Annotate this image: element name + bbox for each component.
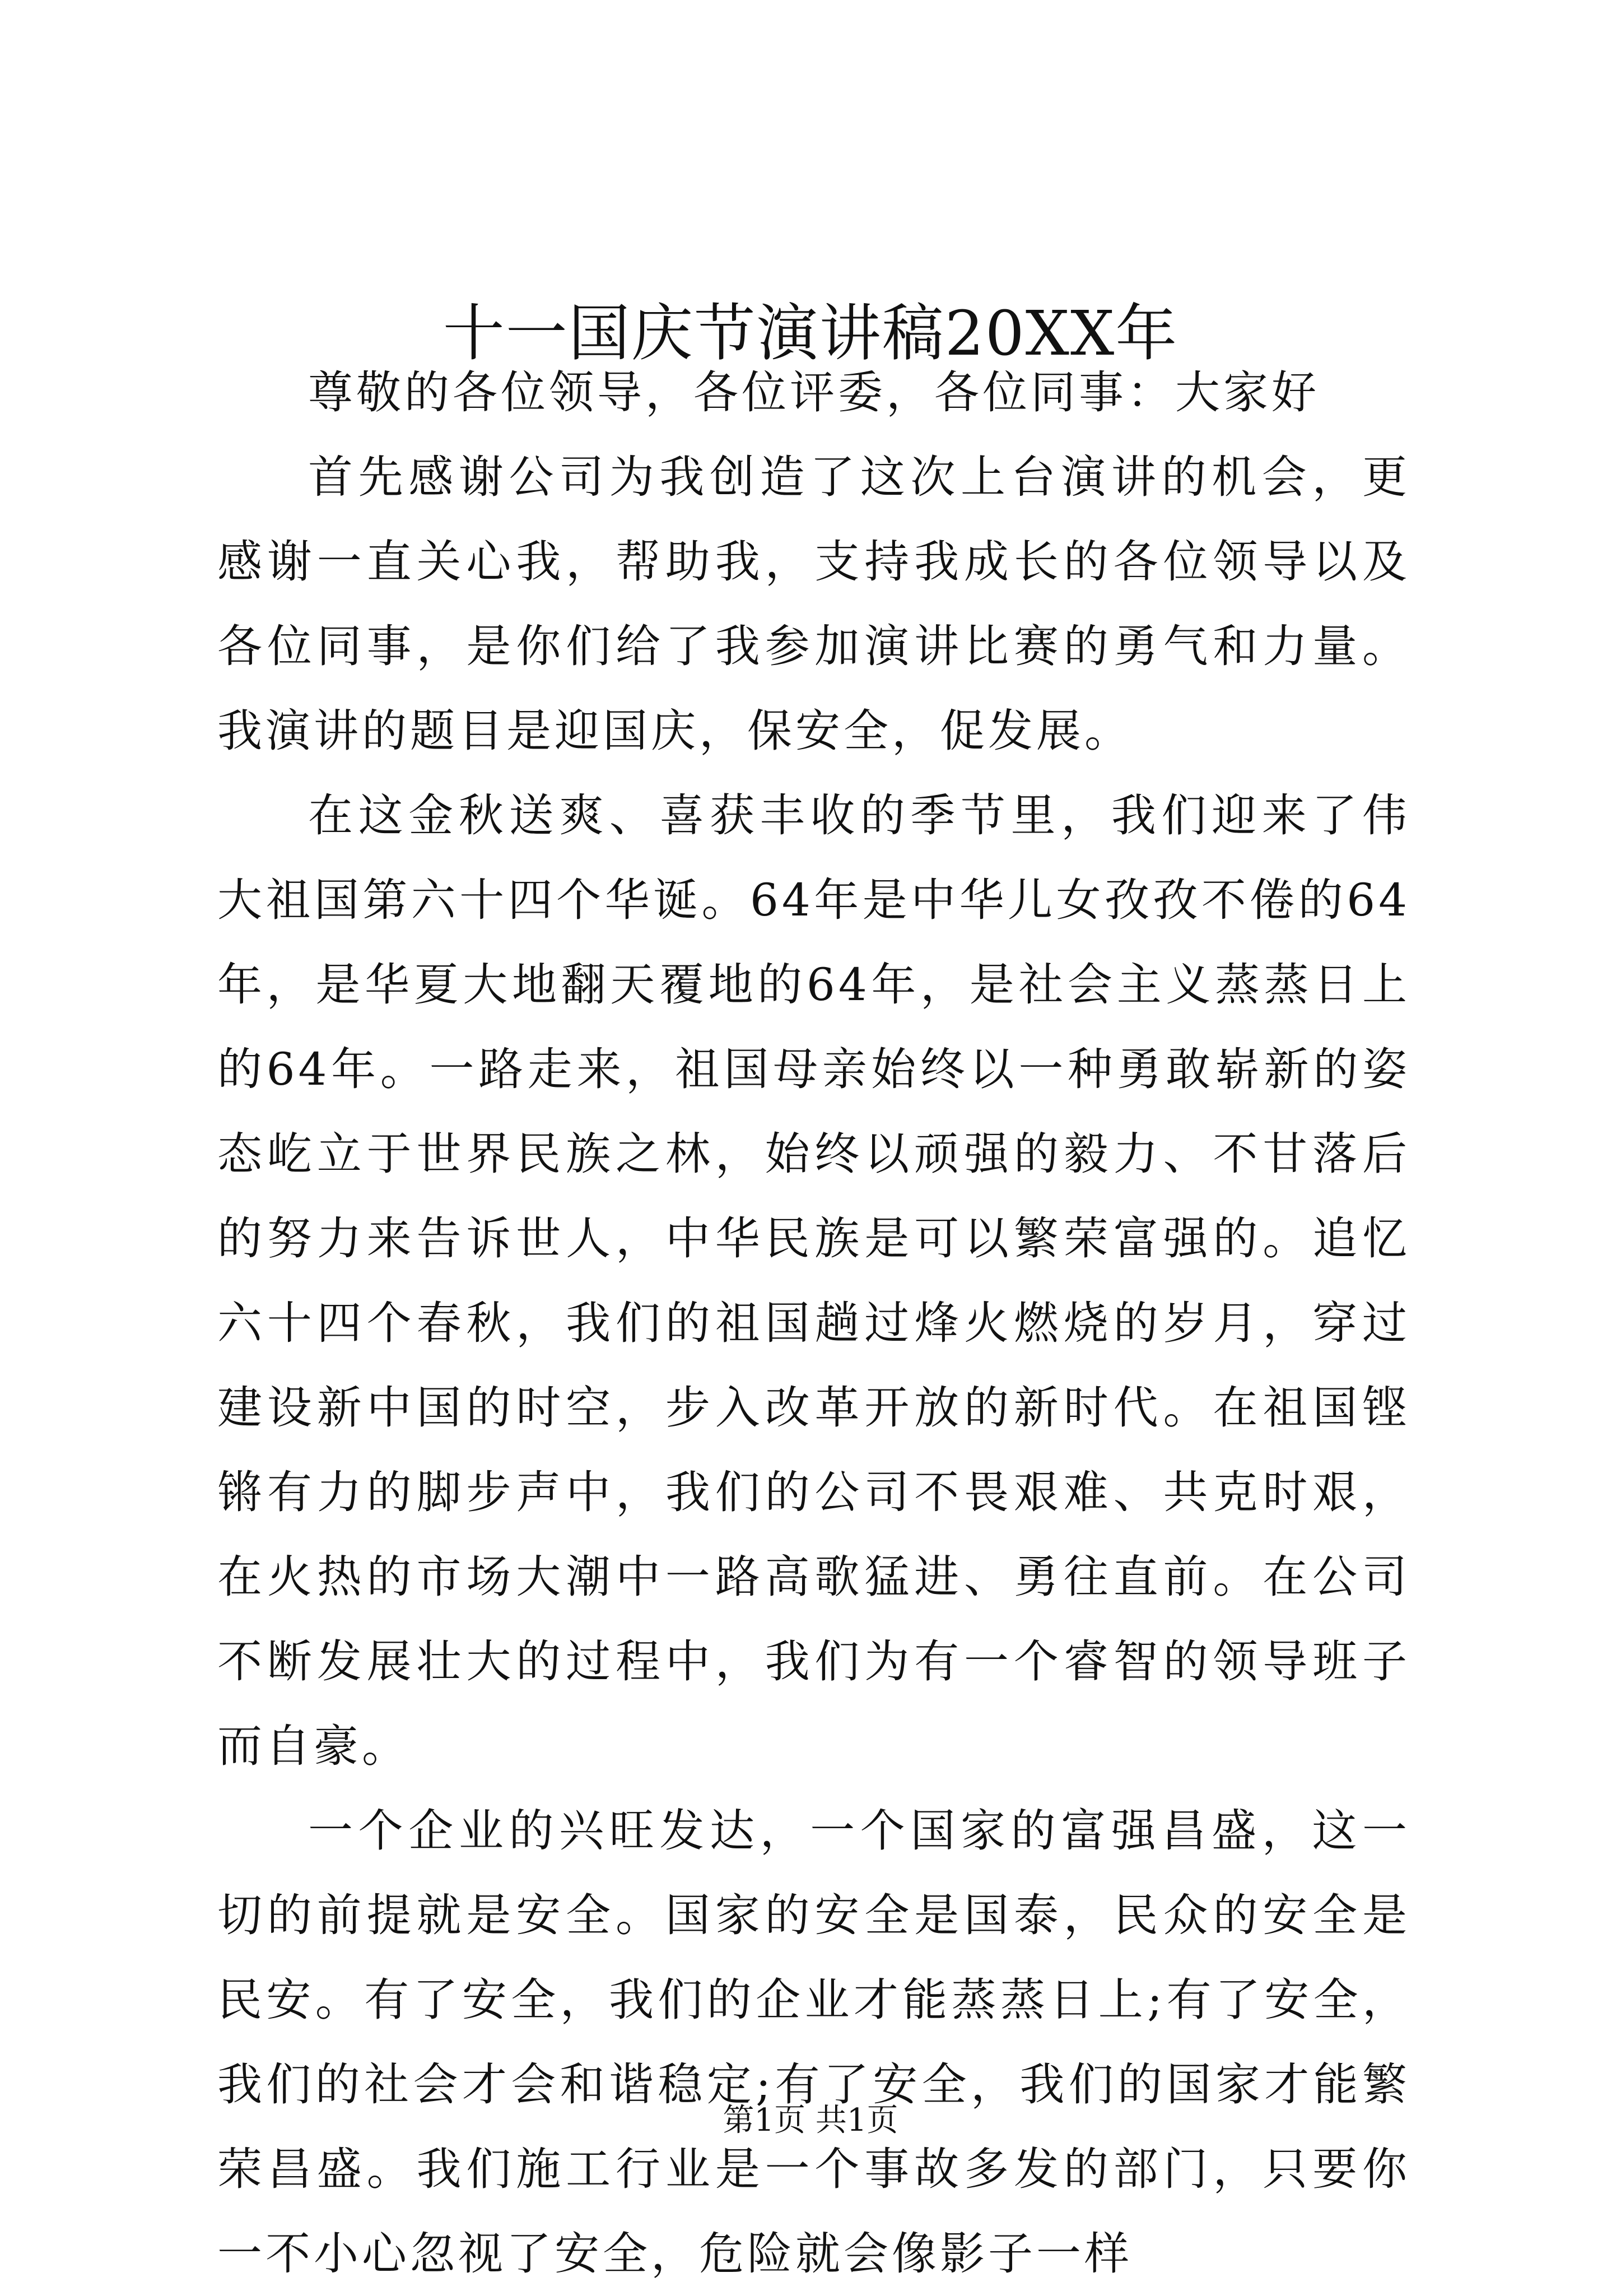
paragraph-thanks: 首先感谢公司为我创造了这次上台演讲的机会，更感谢一直关心我，帮助我，支持我成长的各位领导以及各位同事，是你们给了我参加演讲比赛的勇气和力量。我演讲的题目是迎国庆，保安全，促发展。: [217, 451, 1410, 757]
paragraph-anniversary: 在这金秋送爽、喜获丰收的季节里，我们迎来了伟大祖国第六十四个华诞。64年是中华儿女孜孜不倦的64年，是华夏大地翻天覆地的64年，是社会主义蒸蒸日上的64年。一路走来，祖国母亲始终以一种勇敢崭新的姿态屹立于世界民族之林，始终以顽强的毅力、不甘落后的努力来告诉世人，中华民族是可以繁荣富强的。追忆六十四个春秋，我们的祖国趟过烽火燃烧的岁月，穿过建设新中国的时空，步入改革开放的新时代。在祖国铿锵有力的脚步声中，我们的公司不畏艰难、共克时艰，在火热的市场大潮中一路高歌猛进、勇往直前。在公司不断发展壮大的过程中，我们为有一个睿智的领导班子而自豪。: [217, 789, 1410, 1772]
document-title: 十一国庆节演讲稿20XX年: [442, 298, 1179, 369]
paragraph-greeting: 尊敬的各位领导，各位评委，各位同事：大家好: [308, 366, 1320, 419]
document-body: [217, 350, 1410, 2296]
paragraph-safety: 一个企业的兴旺发达，一个国家的富强昌盛，这一切的前提就是安全。国家的安全是国泰，民众的安全是民安。有了安全，我们的企业才能蒸蒸日上;有了安全，我们的社会才会和谐稳定;有了安全，我们的国家才能繁荣昌盛。我们施工行业是一个事故多发的部门，只要你一不小心忽视了安全，危险就会像影子一样: [217, 1805, 1410, 2280]
page-footer: 第1页 共1页: [723, 2102, 898, 2139]
